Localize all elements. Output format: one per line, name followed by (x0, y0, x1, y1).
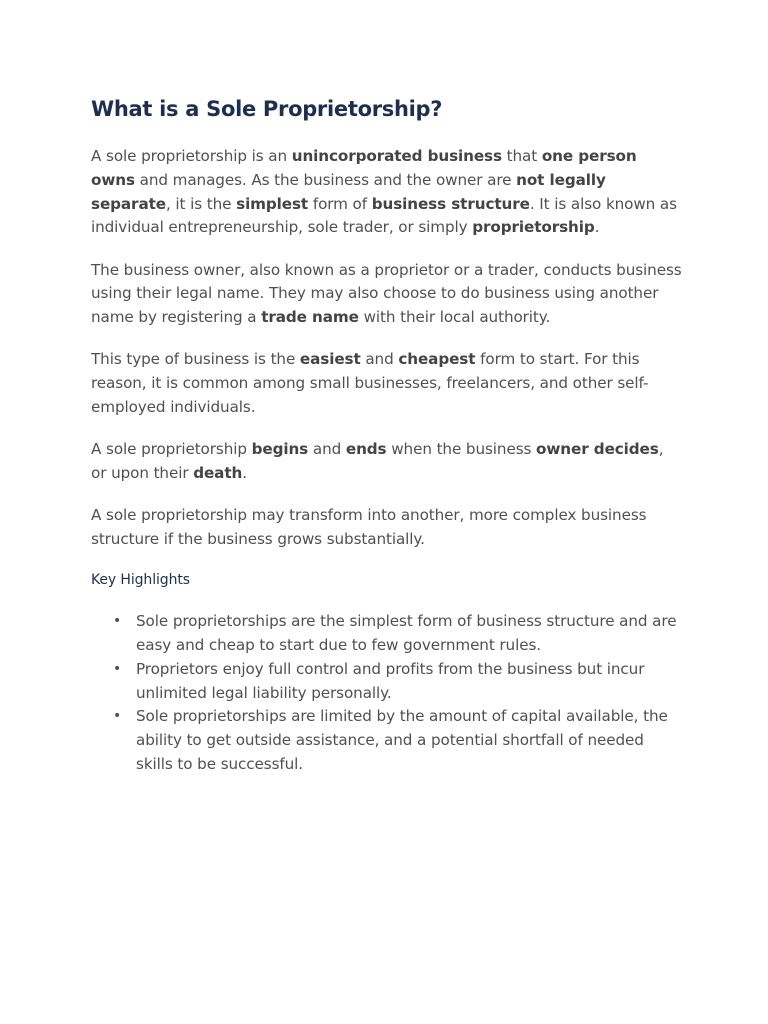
list-item-text: Sole proprietorships are the simplest form of business structure and are easy and cheap to start due to few government rules. (136, 612, 677, 654)
text: . (242, 463, 247, 482)
paragraph-lifecycle (91, 438, 683, 486)
paragraph-definition (91, 145, 683, 240)
text: and (308, 440, 346, 459)
bold-term: simplest (236, 194, 309, 213)
bold-term: proprietorship (472, 218, 595, 237)
paragraph-transform (91, 504, 683, 552)
text: and manages. As the business and the owner are (134, 170, 517, 189)
bold-term: death (193, 463, 243, 482)
text: . (594, 218, 600, 237)
bold-term: business structure (371, 194, 530, 213)
page-title: What is a Sole Proprietorship? (91, 97, 443, 121)
key-highlights-heading: Key Highlights (91, 572, 190, 589)
text: The business owner, also known as a proprietor or a trader, conducts business using their legal name. They may also choose to do business using another name by registering a (91, 260, 682, 327)
list-item (91, 658, 683, 706)
text: when the business (386, 440, 537, 459)
text: form of (308, 194, 372, 213)
bold-term: begins (251, 440, 309, 459)
list-item (91, 610, 683, 658)
text: , it is the (165, 194, 237, 213)
bold-term: ends (345, 440, 387, 459)
bold-term: easiest (299, 350, 361, 369)
bold-term: unincorporated business (291, 147, 502, 165)
bullet-icon: • (113, 708, 122, 725)
document-body (91, 94, 683, 777)
bold-term: one person owns (91, 147, 637, 189)
text: . It is also known as individual entrepreneurship, sole trader, or simply (91, 194, 677, 237)
text: form to start. For this reason, it is common among small businesses, freelancers, and other self-employed individuals. (91, 350, 649, 416)
list-item-text: Proprietors enjoy full control and profits from the business but incur unlimited legal liability personally. (136, 659, 645, 702)
text: A sole proprietorship may transform into another, more complex business structure if the business grows substantially. (91, 506, 647, 548)
bullet-icon: • (113, 660, 122, 677)
paragraph-owner (91, 259, 683, 330)
text: with their local authority. (358, 308, 551, 327)
list-item-text: Sole proprietorships are limited by the amount of capital available, the ability to get outside assistance, and a potential shortfall of needed skills to be successful. (136, 707, 668, 773)
bold-term: owner decides (536, 440, 659, 459)
text: and (360, 350, 399, 369)
text: A sole proprietorship (91, 440, 252, 459)
text: , or upon their (91, 440, 664, 482)
text: This type of business is the (91, 350, 300, 369)
bold-term: trade name (261, 308, 359, 327)
bullet-icon: • (113, 613, 122, 630)
paragraph-easiest (91, 348, 683, 419)
bold-term: not legally separate (91, 170, 606, 213)
text: A sole proprietorship is an (91, 147, 292, 165)
text: that (501, 147, 542, 165)
bold-term: cheapest (398, 350, 476, 369)
key-highlights-list (91, 610, 683, 777)
list-item (91, 705, 683, 776)
